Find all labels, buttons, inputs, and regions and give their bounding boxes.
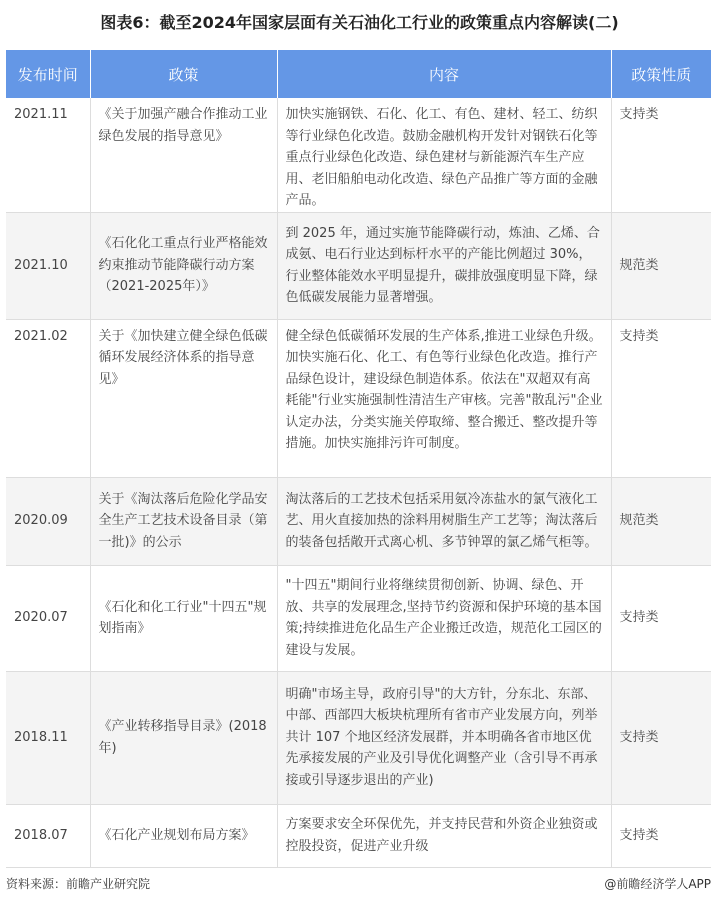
- policy-table: [6, 50, 711, 868]
- content-cell: 方案要求安全环保优先，并支持民营和外资企业独资或控股投资，促进产业升级: [277, 804, 611, 867]
- nature-cell: 支持类: [611, 319, 711, 477]
- policy-cell: 《石化化工重点行业严格能效约束推动节能降碳行动方案（2021-2025年）》: [90, 212, 277, 319]
- date-cell: 2021.10: [6, 212, 90, 319]
- content-cell: 加快实施钢铁、石化、化工、有色、建材、轻工、纺织等行业绿色化改造。鼓励金融机构开发针对钢铁石化等重点行业绿色化改造、绿色建材与新能源汽车生产应用、老旧船舶电动化改造、绿色产品推广等方面的金融产品。: [277, 98, 611, 212]
- header-nature: 政策性质: [611, 50, 711, 98]
- nature-cell: 规范类: [611, 212, 711, 319]
- date-cell: 2021.02: [6, 319, 90, 477]
- credit-note: @前瞻经济学人APP: [604, 877, 711, 891]
- table-row: [6, 671, 711, 804]
- date-cell: 2020.07: [6, 565, 90, 671]
- header-policy: 政策: [90, 50, 277, 98]
- content-cell: "十四五"期间行业将继续贯彻创新、协调、绿色、开放、共享的发展理念,坚持节约资源和保护环境的基本国策;持续推进危化品生产企业搬迁改造，规范化工园区的建设与发展。: [277, 565, 611, 671]
- nature-cell: 支持类: [611, 98, 711, 212]
- policy-cell: 关于《淘汰落后危险化学品安全生产工艺技术设备目录（第一批)》的公示: [90, 477, 277, 565]
- table-row: [6, 212, 711, 319]
- policy-cell: 《石化和化工行业"十四五"规划指南》: [90, 565, 277, 671]
- source-note: 资料来源：前瞻产业研究院: [6, 877, 151, 891]
- content-cell: 健全绿色低碳循环发展的生产体系,推进工业绿色升级。加快实施石化、化工、有色等行业绿色化改造。推行产品绿色设计，建设绿色制造体系。依法在"双超双有高耗能"行业实施强制性清洁生产审核。完善"散乱污"企业认定办法，分类实施关停取缔、整合搬迁、整改提升等措施。加快实施排污许可制度。: [277, 319, 611, 477]
- page-title: 图表6：截至2024年国家层面有关石油化工行业的政策重点内容解读(二): [100, 13, 619, 32]
- header-date: 发布时间: [6, 50, 90, 98]
- table-row: [6, 98, 711, 212]
- table-row: [6, 804, 711, 867]
- content-cell: 明确"市场主导，政府引导"的大方针，分东北、东部、中部、西部四大板块杭理所有省市产业发展方向，列举共计 107 个地区经济发展群，并本明确各省市地区优先承接发展的产业及引导优化调整产业（含引导不再承接或引导逐步退出的产业): [277, 671, 611, 804]
- content-cell: 淘汰落后的工艺技术包括采用氨冷冻盐水的氯气液化工艺、用火直接加热的涂料用树脂生产工艺等；淘汰落后的装备包括敞开式离心机、多节钟罩的氯乙烯气柜等。: [277, 477, 611, 565]
- table-row: [6, 565, 711, 671]
- nature-cell: 支持类: [611, 804, 711, 867]
- header-content: 内容: [277, 50, 611, 98]
- nature-cell: 支持类: [611, 565, 711, 671]
- date-cell: 2021.11: [6, 98, 90, 212]
- nature-cell: 支持类: [611, 671, 711, 804]
- table-header: [6, 50, 711, 98]
- date-cell: 2018.11: [6, 671, 90, 804]
- policy-cell: 《石化产业规划布局方案》: [90, 804, 277, 867]
- table-row: [6, 319, 711, 477]
- date-cell: 2020.09: [6, 477, 90, 565]
- nature-cell: 规范类: [611, 477, 711, 565]
- content-cell: 到 2025 年，通过实施节能降碳行动，炼油、乙烯、合成氨、电石行业达到标杆水平的产能比例超过 30%，行业整体能效水平明显提升，碳排放强度明显下降，绿色低碳发展能力显著增强。: [277, 212, 611, 319]
- date-cell: 2018.07: [6, 804, 90, 867]
- policy-cell: 《产业转移指导目录》(2018年): [90, 671, 277, 804]
- policy-cell: 关于《加快建立健全绿色低碳循环发展经济体系的指导意见》: [90, 319, 277, 477]
- policy-cell: 《关于加强产融合作推动工业绿色发展的指导意见》: [90, 98, 277, 212]
- table-row: [6, 477, 711, 565]
